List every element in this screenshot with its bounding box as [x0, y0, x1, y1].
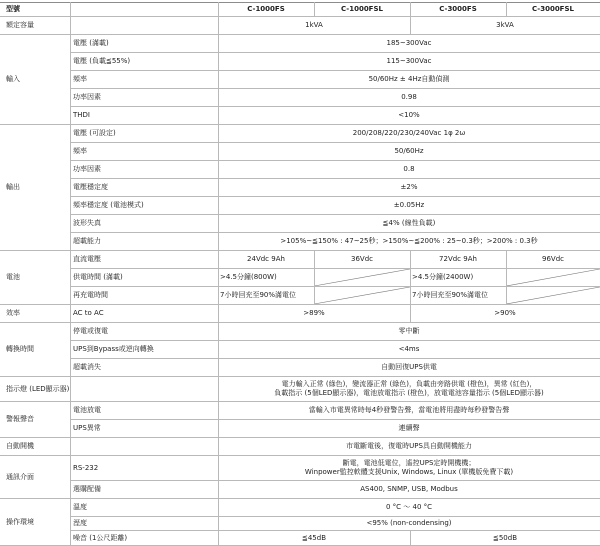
output-row-value: 50/60Hz — [394, 147, 424, 155]
indicator-row — [0, 377, 600, 402]
env-noise-row — [0, 531, 600, 546]
alarm-row-label: UPS異常 — [73, 424, 101, 432]
output-row-value: ±2% — [400, 183, 418, 191]
comm-rs232-line-2: Winpower監控軟體支援Unix, Windows, Linux (單機版免費下載) — [304, 468, 514, 476]
input-row-value: 50/60Hz ± 4Hz自動偵測 — [368, 75, 450, 83]
output-row — [0, 161, 600, 179]
header-label: 型號 — [6, 5, 20, 13]
transfer-row-label: UPS到Bypass或逆向轉換 — [73, 345, 154, 353]
rated-1k: 1kVA — [305, 20, 323, 29]
input-row-label: 頻率 — [73, 75, 87, 83]
input-row-label: 電壓 (負載≦55%) — [73, 57, 131, 65]
grid-line-model-2 — [410, 2, 411, 35]
indicator-line-2: 負載指示 (5個LED顯示器)，電池放電指示 (橙色)，放電電池容量指示 (5個LED顯示器) — [274, 389, 544, 397]
battery-voltage-c3000fsl: 96Vdc — [542, 255, 564, 263]
env-row — [0, 499, 600, 517]
input-row — [0, 89, 600, 107]
grid-line-left — [70, 2, 71, 546]
input-row-label: 電壓 (滿載) — [73, 39, 109, 47]
comm-category: 通訊介面 — [0, 456, 70, 499]
rated-3k: 3kVA — [496, 20, 514, 29]
env-row-value: <95% (non-condensing) — [366, 519, 452, 527]
input-row-value: <10% — [398, 111, 420, 119]
output-row-label: 電壓穩定度 — [73, 183, 108, 191]
comm-option-row — [0, 481, 600, 499]
alarm-row-value: 當輸入市電異常時每4秒發警告聲，當電池將用盡時每秒發警告聲 — [308, 406, 510, 414]
battery-voltage-c3000fs: 72Vdc 9Ah — [439, 255, 477, 263]
battery-backup-na-3k — [506, 269, 600, 286]
transfer-row-value: 自動回復UPS供電 — [381, 363, 437, 371]
output-row-label: 頻率 — [73, 147, 87, 155]
indicator-value — [218, 377, 600, 401]
output-row-value: ±0.05Hz — [393, 201, 425, 209]
output-row — [0, 125, 600, 143]
efficiency-sub-label: AC to AC — [73, 309, 104, 317]
alarm-row — [0, 402, 600, 420]
alarm-row-label: 電池放電 — [73, 406, 101, 414]
input-row — [0, 53, 600, 71]
efficiency-3k: >90% — [494, 309, 516, 317]
output-row-value: 0.8 — [403, 165, 415, 173]
env-row-label: 溼度 — [73, 519, 87, 527]
grid-line-model-2b — [410, 251, 411, 323]
autostart-category: 自動開機 — [6, 442, 34, 450]
transfer-row-label: 超載消失 — [73, 363, 101, 371]
input-row — [0, 71, 600, 89]
input-row — [0, 107, 600, 125]
rated-label: 額定容量 — [6, 20, 34, 29]
alarm-category: 警報聲音 — [0, 402, 70, 438]
model-c3000fsl: C-3000FSL — [532, 5, 574, 13]
transfer-row-value: 零中斷 — [398, 327, 420, 335]
output-row-value: ≦4% (線性負載) — [382, 219, 436, 227]
model-c1000fs: C-1000FS — [247, 5, 285, 13]
output-row — [0, 197, 600, 215]
env-row-label: 溫度 — [73, 503, 87, 511]
output-row-label: 電壓 (可設定) — [73, 129, 116, 137]
grid-line-model-1b — [314, 251, 315, 305]
efficiency-category: 效率 — [6, 309, 20, 317]
rated-row — [0, 16, 600, 35]
comm-rs232-line-1: 斷電，電池低電位，遙控UPS定時開機機； — [342, 459, 476, 467]
battery-backup-3k: >4.5分鐘(2400W) — [412, 273, 474, 281]
output-row-label: 功率因素 — [73, 165, 101, 173]
input-row-value: 115~300Vac — [386, 57, 432, 65]
output-row — [0, 215, 600, 233]
autostart-value: 市電斷電後，復電時UPS具自動開機能力 — [346, 442, 472, 450]
transfer-category: 轉換時間 — [0, 323, 70, 377]
transfer-row-value: <4ms — [398, 345, 420, 353]
battery-backup-row — [0, 269, 600, 287]
env-row-value: 0 °C ～ 40 °C — [385, 503, 433, 511]
input-category: 輸入 — [0, 35, 70, 125]
grid-line-model-3 — [506, 2, 507, 16]
input-row — [0, 35, 600, 53]
comm-option-label: 選購配備 — [73, 485, 101, 493]
output-row-label: 波形失真 — [73, 219, 101, 227]
env-noise-label: 噪音 (1公尺距離) — [73, 533, 128, 542]
efficiency-row — [0, 305, 600, 323]
output-row-label: 頻率穩定度 (電池模式) — [73, 201, 144, 209]
output-row — [0, 233, 600, 251]
comm-rs232-label: RS-232 — [73, 463, 99, 472]
header-row — [0, 2, 600, 17]
comm-rs232-row — [0, 456, 600, 481]
transfer-row — [0, 323, 600, 341]
grid-line-model-1 — [314, 2, 315, 16]
battery-recharge-1k: 7小時回充至90%滿電位 — [220, 291, 297, 299]
input-row-label: THDI — [73, 111, 90, 119]
battery-recharge-label: 再充電時間 — [73, 291, 108, 299]
output-category: 輸出 — [0, 125, 70, 251]
battery-voltage-c1000fs: 24Vdc 9Ah — [247, 255, 285, 263]
grid-line-model-2c — [410, 531, 411, 546]
output-row — [0, 143, 600, 161]
battery-recharge-na-1k — [314, 287, 410, 304]
input-row-label: 功率因素 — [73, 93, 101, 101]
battery-recharge-na-3k — [506, 287, 600, 304]
battery-backup-1k: >4.5分鐘(800W) — [220, 273, 277, 281]
env-noise-1k: ≦45dB — [301, 533, 327, 542]
battery-recharge-3k: 7小時回充至90%滿電位 — [412, 291, 489, 299]
model-c3000fs: C-3000FS — [439, 5, 477, 13]
battery-backup-label: 供電時間 (滿載) — [73, 273, 123, 281]
battery-category: 電池 — [0, 251, 70, 305]
model-c1000fsl: C-1000FSL — [341, 5, 383, 13]
battery-voltage-row — [0, 251, 600, 269]
grid-line-model-3b — [506, 251, 507, 305]
battery-voltage-c1000fsl: 36Vdc — [351, 255, 373, 263]
input-row-value: 185~300Vac — [386, 39, 432, 47]
output-row-value: >105%~≦150% : 47~25秒；>150%~≦200% : 25~0.3秒；>200% : 0.3秒 — [280, 237, 538, 245]
transfer-row — [0, 341, 600, 359]
transfer-row — [0, 359, 600, 377]
env-category: 操作環境 — [0, 499, 70, 546]
battery-recharge-row — [0, 287, 600, 305]
output-row-value: 200/208/220/230/240Vac 1φ 2ω — [352, 129, 466, 137]
transfer-row-label: 停電或復電 — [73, 327, 108, 335]
env-noise-3k: ≦50dB — [492, 533, 518, 542]
autostart-row — [0, 438, 600, 456]
comm-option-value: AS400, SNMP, USB, Modbus — [360, 485, 458, 493]
output-row-label: 超載能力 — [73, 237, 101, 245]
alarm-row — [0, 420, 600, 438]
env-row — [0, 517, 600, 531]
alarm-row-value: 連續聲 — [398, 424, 420, 432]
comm-rs232-value — [218, 456, 600, 480]
indicator-line-1: 電力輸入正常 (綠色)，變流器正常 (綠色)，負載由旁路供電 (橙色)，異常 (紅色)， — [281, 380, 537, 388]
indicator-category: 指示燈 (LED顯示器) — [6, 384, 70, 393]
battery-backup-na-1k — [314, 269, 410, 286]
grid-line-value — [218, 2, 219, 546]
efficiency-1k: >89% — [303, 309, 325, 317]
battery-voltage-label: 直流電壓 — [73, 255, 101, 263]
input-row-value: 0.98 — [401, 93, 417, 101]
output-row — [0, 179, 600, 197]
